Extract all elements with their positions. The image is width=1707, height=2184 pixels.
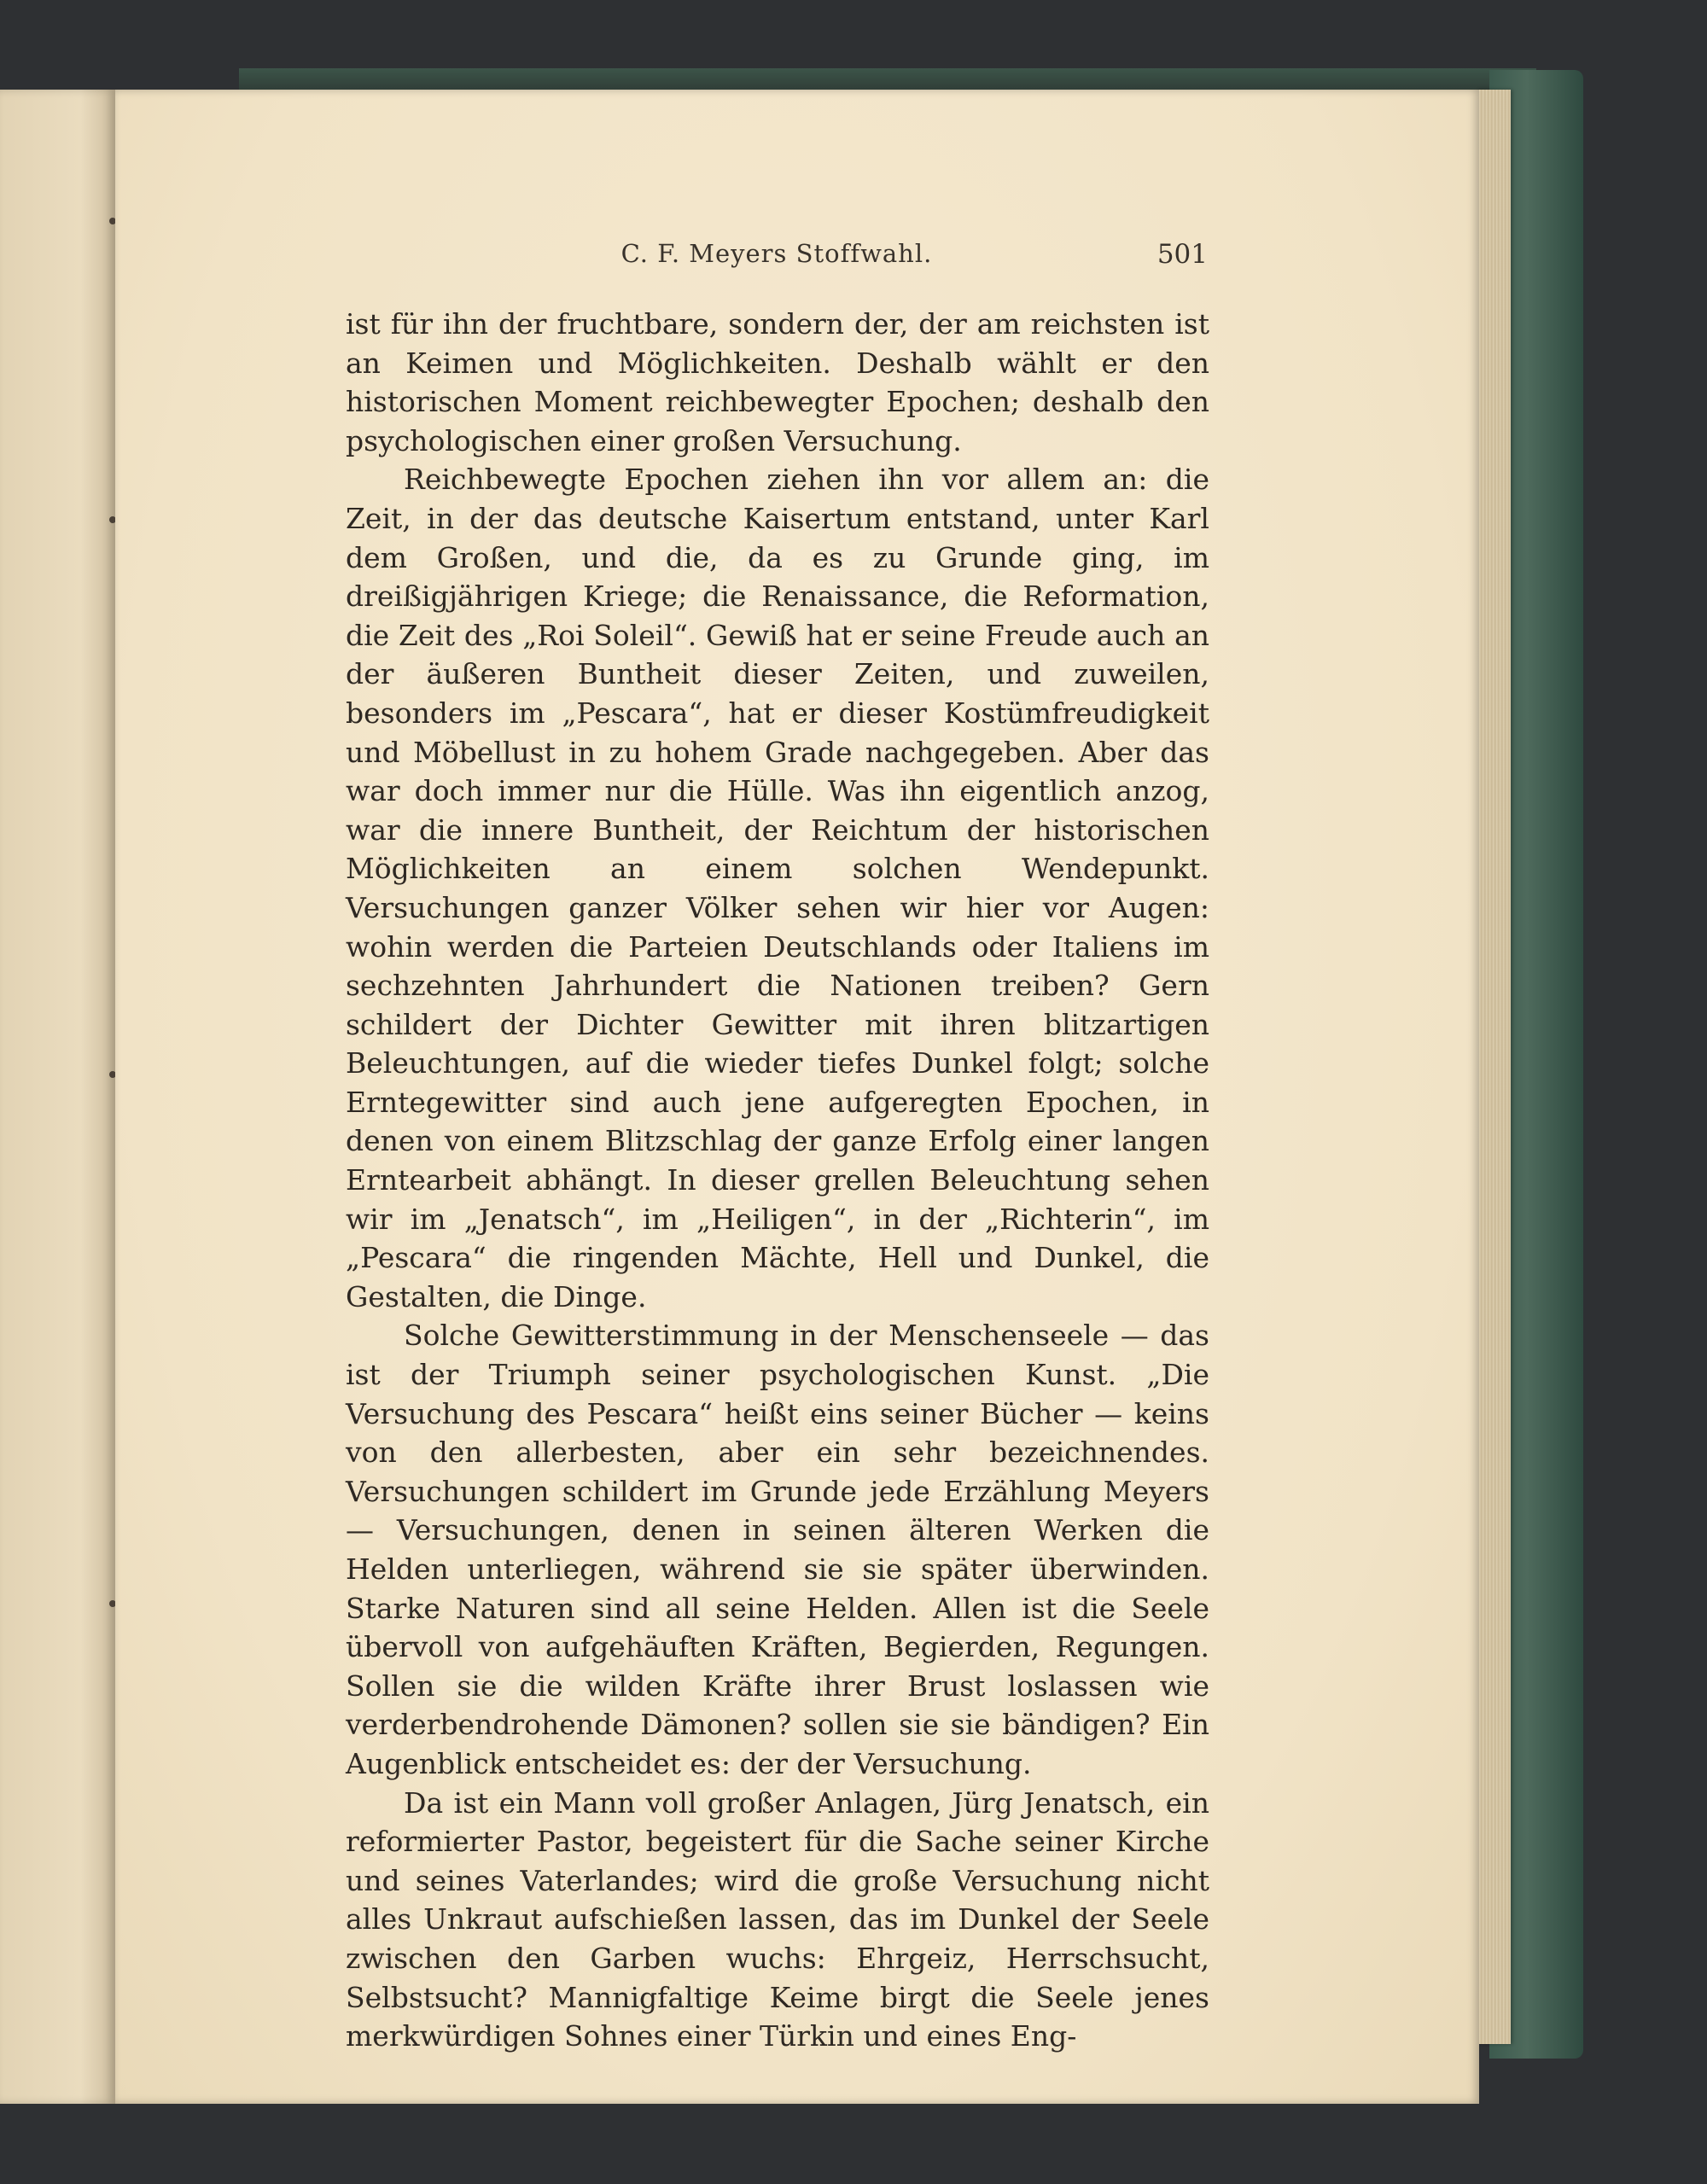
body-text bbox=[346, 305, 1209, 2056]
paragraph: ist für ihn der fruchtbare, sondern der, der am reichsten ist an Keimen und Möglichkeiten. Deshalb wählt er den historischen Moment reichbewegter Epochen; deshalb den psychologischen einer großen Versuchung. bbox=[346, 307, 1209, 457]
book-cover-top-edge bbox=[239, 68, 1536, 92]
page-number: 501 bbox=[1156, 239, 1208, 270]
page-block-edge bbox=[1477, 90, 1511, 2044]
paragraph: Da ist ein Mann voll großer Anlagen, Jürg Jenatsch, ein reformierter Pastor, begeistert für die Sache seiner Kirche und seines Vaterlandes; wird die große Versuchung nicht alles Unkraut aufschießen lassen, das im Dunkel der Seele zwischen den Garben wuchs: Ehrgeiz, Herrschsucht, Selbstsucht? Mannigfaltige Keime birgt die Seele jenes merkwürdigen Sohnes einer Türkin und eines Eng- bbox=[346, 1785, 1209, 2053]
page-header bbox=[346, 239, 1208, 282]
paragraph: Solche Gewitterstimmung in der Menschenseele — das ist der Triumph seiner psychologischen Kunst. „Die Versuchung des Pescara“ heißt eins seiner Bücher — keins von den allerbesten, aber ein sehr bezeichnendes. Versuchungen schildert im Grunde jede Erzählung Meyers — Versuchungen, denen in seinen älteren Werken die Helden unterliegen, während sie sie später überwinden. Starke Naturen sind all seine Helden. Allen ist die Seele übervoll von aufgehäuften Kräften, Begierden, Regungen. Sollen sie die wilden Kräfte ihrer Brust loslassen wie verderbendrohende Dämonen? sollen sie sie bändigen? Ein Augenblick entscheidet es: der der Versuchung. bbox=[346, 1319, 1209, 1780]
running-title: C. F. Meyers Stoffwahl. bbox=[620, 239, 933, 268]
left-page-edge bbox=[0, 90, 115, 2104]
paragraph: Reichbewegte Epochen ziehen ihn vor allem an: die Zeit, in der das deutsche Kaisertum entstand, unter Karl dem Großen, und die, da es zu Grunde ging, im dreißigjährigen Kriege; die Renaissance, die Reformation, die Zeit des „Roi Soleil“. Gewiß hat er seine Freude auch an der äußeren Buntheit dieser Zeiten, und zuweilen, besonders im „Pescara“, hat er dieser Kostümfreudigkeit und Möbellust in zu hohem Grade nachgegeben. Aber das war doch immer nur die Hülle. Was ihn eigentlich anzog, war die innere Buntheit, der Reichtum der historischen Möglichkeiten an einem solchen Wendepunkt. Versuchungen ganzer Völker sehen wir hier vor Augen: wohin werden die Parteien Deutschlands oder Italiens im sechzehnten Jahrhundert die Nationen treiben? Gern schildert der Dichter Gewitter mit ihren blitzartigen Beleuchtungen, auf die wieder tiefes Dunkel folgt; solche Erntegewitter sind auch jene aufgeregten Epochen, in denen von einem Blitzschlag der ganze Erfolg einer langen Erntearbeit abhängt. In dieser grellen Beleuchtung sehen wir im „Jenatsch“, im „Heiligen“, in der „Richterin“, im „Pescara“ die ringenden Mächte, Hell und Dunkel, die Gestalten, die Dinge. bbox=[346, 463, 1209, 1313]
